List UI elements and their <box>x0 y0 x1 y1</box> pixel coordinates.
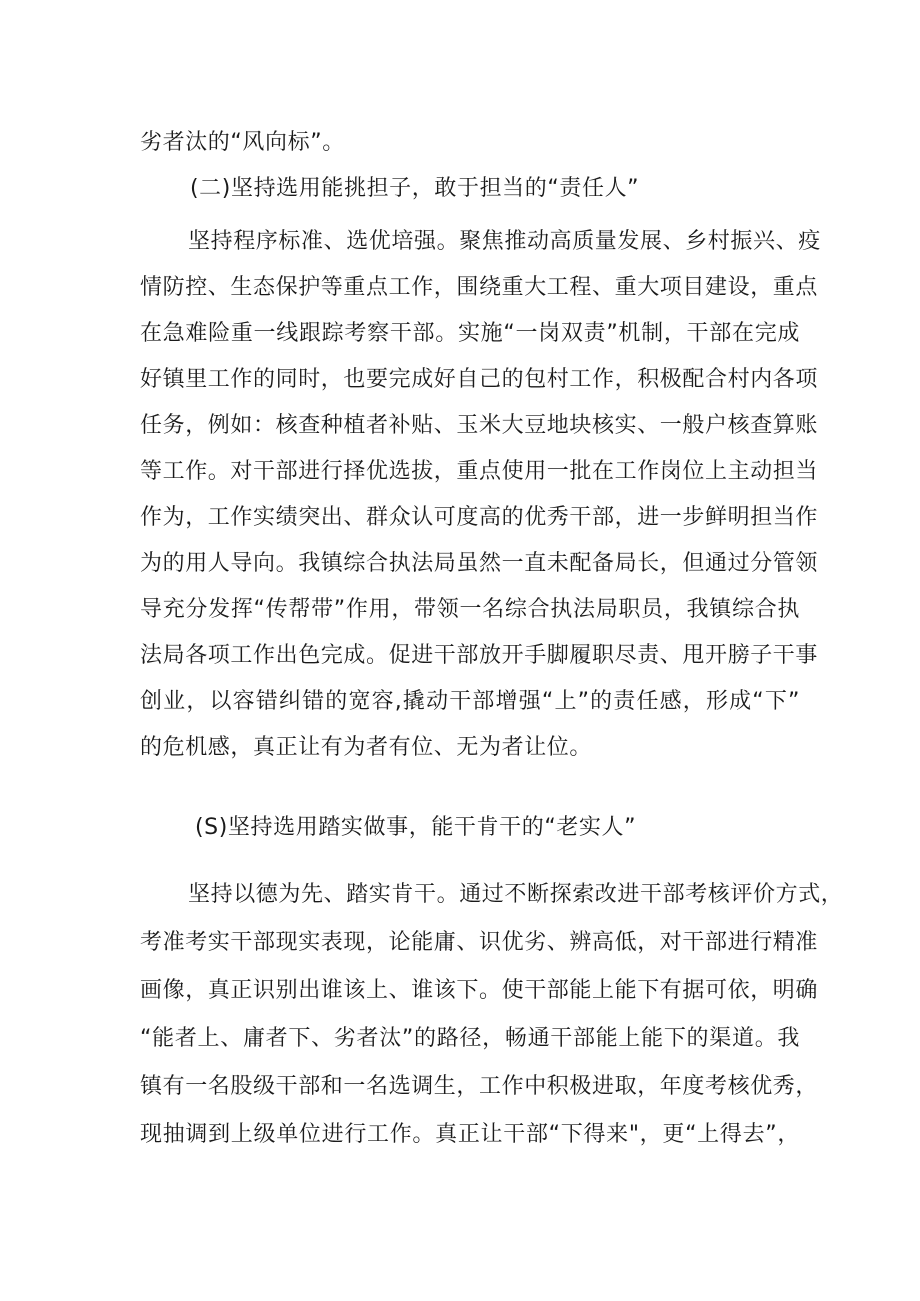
paragraph-line: 现抽调到上级单位进行工作。真正让干部“下得来"，更“上得去”， <box>140 1122 800 1147</box>
paragraph-line: 等工作。对干部进行择优选拔，重点使用一批在工作岗位上主动担当 <box>140 459 819 484</box>
paragraph-line: 作为，工作实绩突出、群众认可度高的优秀干部，进一步鲜明担当作 <box>140 505 819 530</box>
section-3-heading: (S)坚持选用踏实做事，能干肯干的“老实人” <box>195 815 637 840</box>
paragraph-line: 任务，例如：核查种植者补贴、玉米大豆地块核实、一般户核查算账 <box>140 413 819 438</box>
paragraph-line: 为的用人导向。我镇综合执法局虽然一直未配备局长，但通过分管领 <box>140 551 819 576</box>
paragraph-line: 镇有一名股级干部和一名选调生，工作中积极进取，年度考核优秀， <box>140 1074 819 1099</box>
paragraph-line: 的危机感，真正让有为者有位、无为者让位。 <box>140 735 593 760</box>
paragraph-line: 好镇里工作的同时，也要完成好自己的包村工作，积极配合村内各项 <box>140 367 819 392</box>
section-2-heading: (二)坚持选用能挑担子，敢于担当的“责任人” <box>190 176 640 201</box>
paragraph-line: 考准考实干部现实表现，论能庸、识优劣、辨高低，对干部进行精准 <box>140 930 819 955</box>
paragraph-line: “能者上、庸者下、劣者汰”的路径，畅通干部能上能下的渠道。我 <box>140 1026 800 1051</box>
paragraph-continuation: 劣者汰的“风向标”。 <box>140 130 345 155</box>
paragraph-line: 坚持以德为先、踏实肯干。通过不断探索改进干部考核评价方式， <box>188 882 844 907</box>
paragraph-line: 导充分发挥“传帮带”作用，带领一名综合执法局职员，我镇综合执 <box>140 597 800 622</box>
paragraph-line: 情防控、生态保护等重点工作，围绕重大工程、重大项目建设，重点 <box>140 275 819 300</box>
paragraph-line: 创业，以容错纠错的宽容,撬动干部增强“上”的责任感，形成“下” <box>140 689 800 714</box>
paragraph-line: 在急难险重一线跟踪考察干部。实施“一岗双责”机制，干部在完成 <box>140 321 800 346</box>
paragraph-line: 画像，真正识别出谁该上、谁该下。使干部能上能下有据可依，明确 <box>140 978 819 1003</box>
paragraph-line: 法局各项工作出色完成。促进干部放开手脚履职尽责、甩开膀子干事 <box>140 643 819 668</box>
paragraph-line: 坚持程序标准、选优培强。聚焦推动高质量发展、乡村振兴、疫 <box>188 229 821 254</box>
